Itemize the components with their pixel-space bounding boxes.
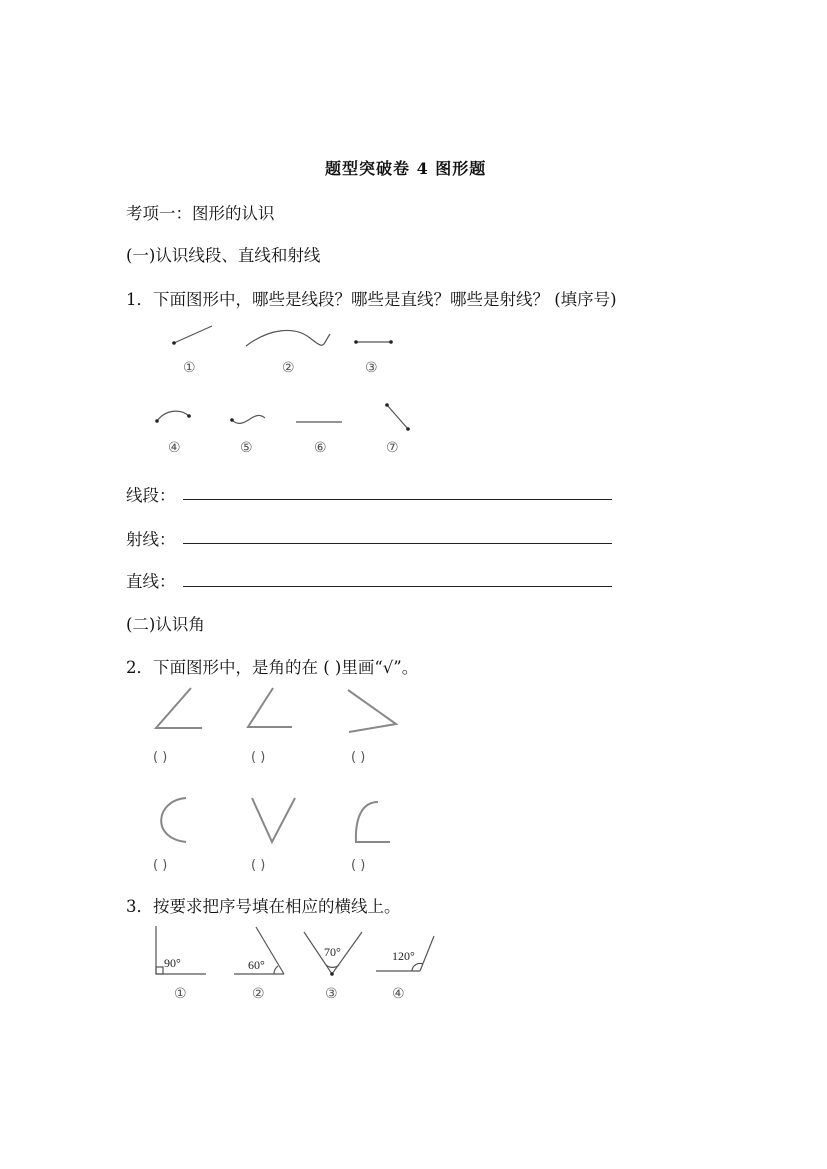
angle-90-text: 90°	[164, 956, 181, 970]
figure-7-segment	[385, 403, 410, 431]
q2-figure-row-2	[150, 794, 410, 850]
q1-figure-row-1	[160, 320, 420, 360]
label-5: ⑤	[240, 440, 253, 456]
question-3-text: 3．按要求把序号填在相应的横线上。	[126, 897, 401, 916]
answer-line-ray[interactable]	[183, 543, 612, 544]
label-7: ⑦	[386, 440, 399, 456]
label-4: ④	[168, 440, 181, 456]
answer-line-segment[interactable]	[183, 499, 612, 500]
question-1-text: 1．下面图形中，哪些是线段？哪些是直线？哪些是射线？ (填序号)	[126, 290, 617, 309]
subsection-heading-lines: (一)认识线段、直线和射线	[126, 246, 321, 265]
q3-figure-row	[150, 924, 450, 980]
figure-1-segment	[172, 326, 212, 345]
q1-figure-row-2	[140, 398, 430, 438]
q3-label-3: ③	[325, 986, 338, 1002]
figure-5-wave	[230, 415, 265, 423]
answer-label-line: 直线：	[126, 572, 176, 591]
angle-70-figure	[304, 932, 362, 976]
question-2-text: 2．下面图形中，是角的在 ( )里画“√”。	[126, 658, 419, 677]
angle-120-text: 120°	[392, 949, 415, 963]
answer-paren-2[interactable]: ( )	[251, 750, 266, 765]
section-heading: 考项一：图形的认识	[126, 204, 275, 223]
answer-paren-5[interactable]: ( )	[251, 858, 266, 873]
angle-shape-5	[252, 798, 295, 842]
angle-60-figure	[234, 927, 284, 974]
angle-shape-1	[156, 688, 202, 728]
subsection-heading-angles: (二)认识角	[126, 615, 205, 634]
page-title: 题型突破卷 4 图形题	[325, 159, 487, 178]
label-3: ③	[365, 360, 378, 376]
angle-shape-2	[248, 688, 292, 727]
angle-90-figure	[156, 926, 206, 974]
label-2: ②	[282, 360, 295, 376]
q3-label-4: ④	[392, 986, 405, 1002]
answer-paren-6[interactable]: ( )	[351, 858, 366, 873]
answer-paren-4[interactable]: ( )	[153, 858, 168, 873]
answer-paren-3[interactable]: ( )	[351, 750, 366, 765]
figure-4-arc	[155, 411, 191, 423]
answer-line-line[interactable]	[183, 586, 612, 587]
curve-shape-4	[161, 798, 186, 842]
figure-2-curve	[246, 330, 330, 346]
angle-shape-3	[348, 690, 396, 732]
figure-3-segment	[354, 340, 393, 344]
arc-shape-6	[356, 802, 390, 842]
answer-label-segment: 线段：	[126, 486, 176, 505]
answer-paren-1[interactable]: ( )	[153, 750, 168, 765]
q3-label-2: ②	[252, 986, 265, 1002]
angle-70-text: 70°	[324, 945, 341, 959]
angle-120-figure	[376, 936, 434, 971]
angle-60-text: 60°	[248, 958, 265, 972]
answer-label-ray: 射线：	[126, 530, 176, 549]
q3-label-1: ①	[174, 986, 187, 1002]
q2-figure-row-1	[150, 686, 410, 736]
label-1: ①	[183, 360, 196, 376]
label-6: ⑥	[314, 440, 327, 456]
